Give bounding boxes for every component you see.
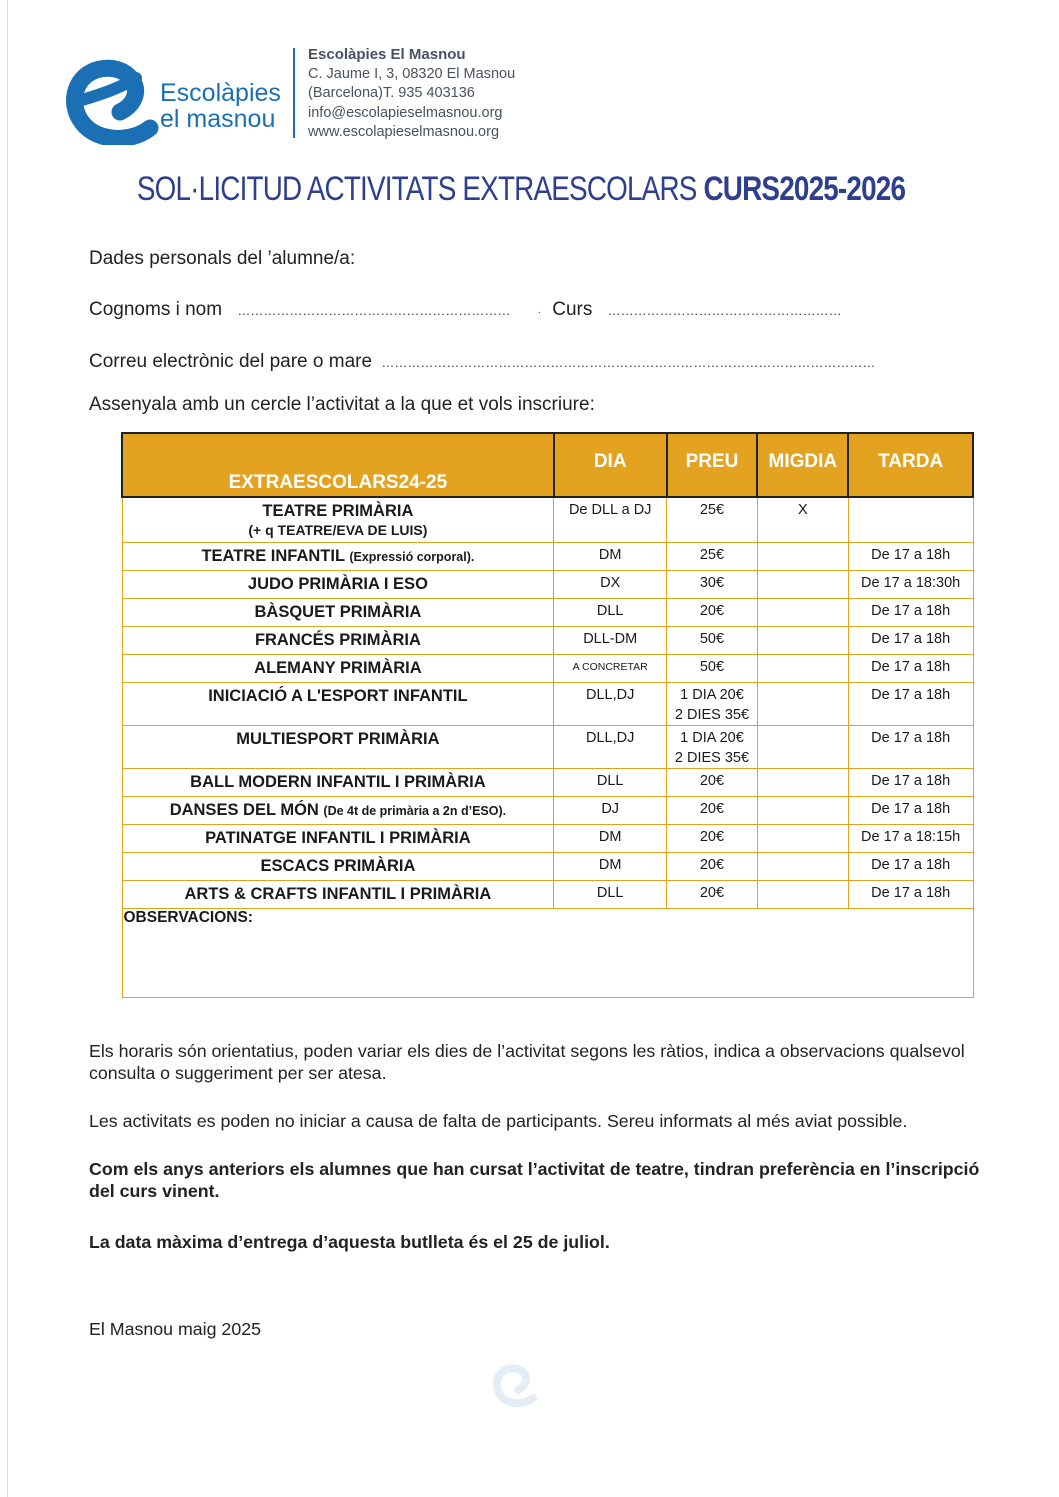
course-field[interactable]: ………………………………………………: [607, 303, 842, 318]
name-field[interactable]: ………………………………………………………: [237, 303, 511, 318]
activities-table: [121, 432, 974, 998]
org-name: Escolàpies El Masnou: [308, 46, 466, 63]
address-line-1: C. Jaume I, 3, 08320 El Masnou: [308, 65, 516, 82]
activity-day: A CONCRETAR: [554, 654, 667, 682]
activity-afternoon: De 17 a 18h: [848, 796, 973, 824]
email-line: [89, 351, 875, 373]
activity-name: TEATRE INFANTIL (Expressió corporal).: [122, 542, 554, 570]
activity-price: 25€: [667, 497, 758, 542]
activity-afternoon: [848, 497, 973, 542]
activity-afternoon: De 17 a 18h: [848, 880, 973, 908]
activity-day: DLL,DJ: [554, 725, 667, 768]
name-label: Cognoms i nom: [89, 299, 223, 320]
activity-midday: [757, 768, 848, 796]
table-row[interactable]: [122, 796, 973, 824]
activity-midday: [757, 598, 848, 626]
table-row[interactable]: [122, 542, 973, 570]
deadline-note: La data màxima d’entrega d’aquesta butlleta és el 25 de juliol.: [89, 1232, 610, 1252]
header-afternoon: TARDA: [848, 433, 973, 497]
activity-name: DANSES DEL MÓN (De 4t de primària a 2n d’ESO).: [122, 796, 554, 824]
activity-midday: [757, 654, 848, 682]
table-row[interactable]: [122, 497, 973, 542]
activity-day: DLL: [554, 880, 667, 908]
preference-note: Com els anys anteriors els alumnes que han cursat l’activitat de teatre, tindran preferència en l’inscripció del curs vinent.: [89, 1159, 980, 1201]
logo-line-1: Escolàpies: [160, 79, 281, 107]
table-row[interactable]: [122, 570, 973, 598]
table-row[interactable]: [122, 824, 973, 852]
title-main: SOL·LICITUD ACTIVITATS EXTRAESCOLARS: [136, 170, 704, 208]
activity-name: PATINATGE INFANTIL I PRIMÀRIA: [122, 824, 554, 852]
logo-line-2: el masnou: [160, 105, 276, 133]
activity-price: 20€: [667, 768, 758, 796]
address-line-2: (Barcelona)T. 935 403136: [308, 85, 475, 101]
activity-name: FRANCÉS PRIMÀRIA: [122, 626, 554, 654]
name-line: [89, 299, 842, 321]
activity-afternoon: De 17 a 18:15h: [848, 824, 973, 852]
table-header-row: [122, 433, 973, 497]
activity-price: 20€: [667, 598, 758, 626]
table-row[interactable]: [122, 768, 973, 796]
activity-name: ESCACS PRIMÀRIA: [122, 852, 554, 880]
activity-afternoon: De 17 a 18:30h: [848, 570, 973, 598]
activity-midday: [757, 682, 848, 725]
activity-day: DM: [554, 542, 667, 570]
contact-block: [308, 45, 515, 143]
activity-price: 1 DIA 20€ 2 DIES 35€: [667, 725, 758, 768]
schedule-note: Els horaris són orientatius, poden variar els dies de l’activitat segons les ràtios, indica a observacions qualsevol consulta o suggeriment per ser atesa.: [89, 1041, 965, 1083]
activity-midday: [757, 796, 848, 824]
activity-day: DM: [554, 824, 667, 852]
activity-name: BÀSQUET PRIMÀRIA: [122, 598, 554, 626]
header-price: PREU: [667, 433, 758, 497]
header-midday: MIGDIA: [757, 433, 848, 497]
activity-price: 1 DIA 20€ 2 DIES 35€: [667, 682, 758, 725]
activity-day: DM: [554, 852, 667, 880]
activity-price: 20€: [667, 796, 758, 824]
activity-name: TEATRE PRIMÀRIA (+ q TEATRE/EVA DE LUIS): [122, 497, 554, 542]
page-title: [94, 170, 948, 209]
activity-price: 30€: [667, 570, 758, 598]
observations-row[interactable]: [122, 908, 973, 997]
activity-day: DLL: [554, 768, 667, 796]
header-divider: [293, 48, 295, 138]
table-row[interactable]: [122, 852, 973, 880]
activity-name: INICIACIÓ A L'ESPORT INFANTIL: [122, 682, 554, 725]
participants-note: Les activitats es poden no iniciar a causa de falta de participants. Sereu informats al més aviat possible.: [89, 1111, 908, 1131]
activity-price: 20€: [667, 824, 758, 852]
activity-midday: [757, 570, 848, 598]
place-date: El Masnou maig 2025: [89, 1319, 261, 1339]
activity-name: ARTS & CRAFTS INFANTIL I PRIMÀRIA: [122, 880, 554, 908]
activity-afternoon: De 17 a 18h: [848, 768, 973, 796]
activity-name: JUDO PRIMÀRIA I ESO: [122, 570, 554, 598]
activity-afternoon: De 17 a 18h: [848, 682, 973, 725]
contact-web: www.escolapieselmasnou.org: [308, 124, 500, 140]
activity-midday: [757, 542, 848, 570]
activity-midday: [757, 852, 848, 880]
activity-price: 20€: [667, 880, 758, 908]
separator-dot: ·: [537, 307, 541, 318]
activity-day: DJ: [554, 796, 667, 824]
activity-afternoon: De 17 a 18h: [848, 852, 973, 880]
logo-watermark-icon: [490, 1360, 540, 1408]
activity-day: DX: [554, 570, 667, 598]
course-label: Curs: [552, 299, 593, 320]
header-activity: EXTRAESCOLARS24-25: [122, 433, 554, 497]
title-course: CURS2025-2026: [703, 170, 906, 208]
activity-afternoon: De 17 a 18h: [848, 598, 973, 626]
table-row[interactable]: [122, 880, 973, 908]
table-row[interactable]: [122, 654, 973, 682]
activity-afternoon: De 17 a 18h: [848, 626, 973, 654]
activity-day: DLL,DJ: [554, 682, 667, 725]
table-row[interactable]: [122, 725, 973, 768]
activity-afternoon: De 17 a 18h: [848, 542, 973, 570]
activity-name: ALEMANY PRIMÀRIA: [122, 654, 554, 682]
activity-midday: [757, 824, 848, 852]
activity-name: BALL MODERN INFANTIL I PRIMÀRIA: [122, 768, 554, 796]
email-label: Correu electrònic del pare o mare: [89, 351, 373, 372]
header-day: DIA: [554, 433, 667, 497]
activity-day: De DLL a DJ: [554, 497, 667, 542]
personal-data-label: Dades personals del ’alumne/a:: [89, 248, 356, 269]
page-margin-rule: [7, 0, 8, 1497]
contact-email: info@escolapieselmasnou.org: [308, 104, 503, 121]
activity-price: 50€: [667, 654, 758, 682]
activity-price: 50€: [667, 626, 758, 654]
instruction-text: Assenyala amb un cercle l’activitat a la que et vols inscriure:: [89, 394, 595, 415]
logo-wordmark: [160, 80, 281, 132]
activity-afternoon: De 17 a 18h: [848, 654, 973, 682]
observations-field[interactable]: OBSERVACIONS:: [122, 908, 973, 997]
activity-day: DLL: [554, 598, 667, 626]
table-row[interactable]: [122, 626, 973, 654]
table-row[interactable]: [122, 598, 973, 626]
activity-midday: [757, 725, 848, 768]
activity-price: 20€: [667, 852, 758, 880]
activity-midday: X: [757, 497, 848, 542]
activity-midday: [757, 880, 848, 908]
activity-afternoon: De 17 a 18h: [848, 725, 973, 768]
activity-midday: [757, 626, 848, 654]
email-field[interactable]: ……………………………………………………………………………………………………: [381, 355, 876, 370]
table-row[interactable]: [122, 682, 973, 725]
activity-day: DLL-DM: [554, 626, 667, 654]
activity-price: 25€: [667, 542, 758, 570]
activity-name: MULTIESPORT PRIMÀRIA: [122, 725, 554, 768]
